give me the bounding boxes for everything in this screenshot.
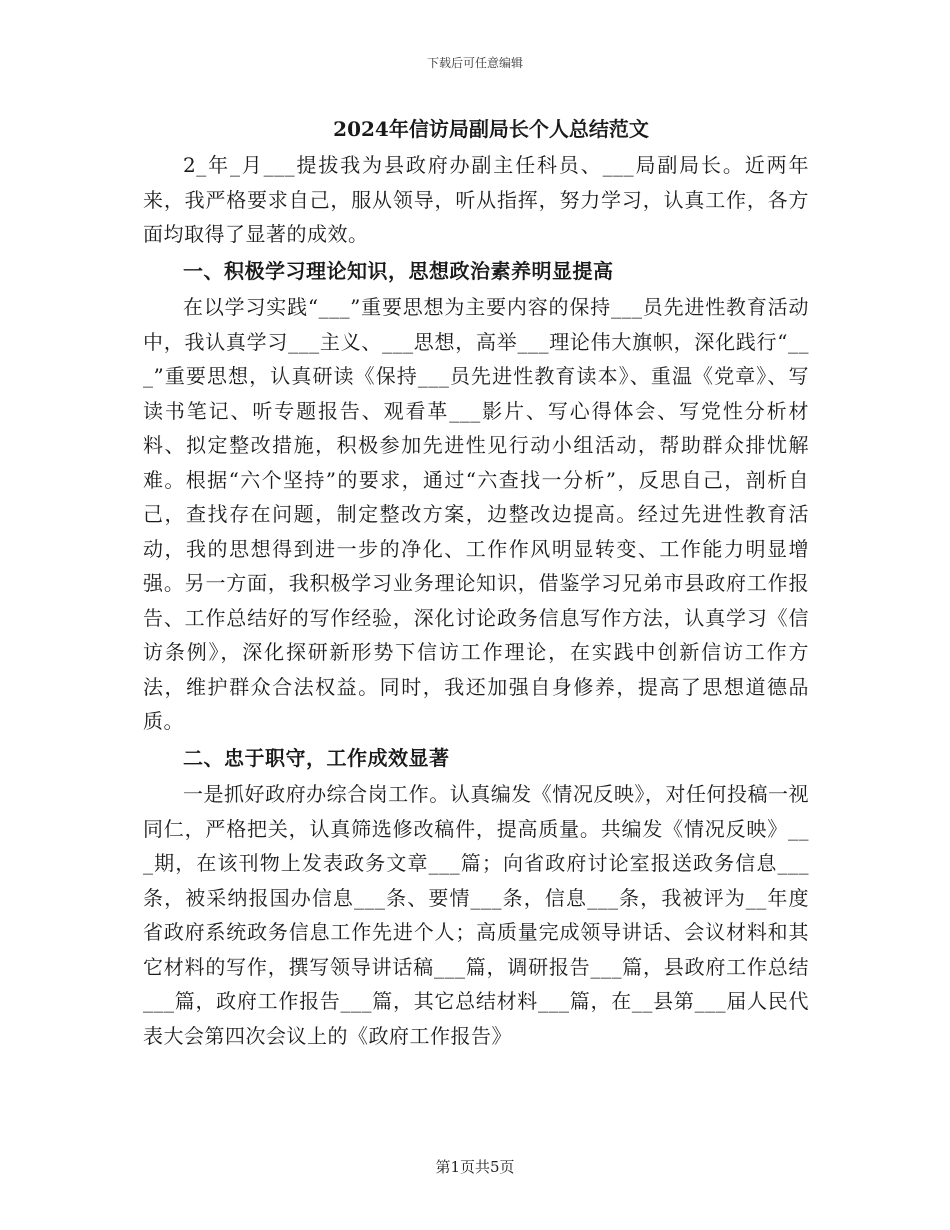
section-1-heading: 一、积极学习理论知识，思想政治素养明显提高 xyxy=(183,258,614,283)
page-number: 第1页共5页 xyxy=(435,1158,515,1176)
document-title: 2024年信访局副局长个人总结范文 xyxy=(333,117,649,141)
intro-paragraph: 2_年_月___提拔我为县政府办副主任科员、___局副局长。近两年来，我严格要求自己，服从领导，听从指挥，努力学习，认真工作，各方面均取得了显著的成效。 xyxy=(143,153,809,246)
section-1-paragraph: 在以学习实践“___”重要思想为主要内容的保持___员先进性教育活动中，我认真学习___主义、___思想，高举___理论伟大旗帜，深化践行“___”重要思想，认真研读《保持___员先进性教育读本》、重温《党章》、写读书笔记、听专题报告、观看革___影片、写心得体会、写党性分析材料、拟定整改措施，积极参加先进性见行动小组活动，帮助群众排忧解难。根据“六个坚持”的要求，通过“六查找一分析”，反思自己，剖析自己，查找存在问题，制定整改方案，边整改边提高。经过先进性教育活动，我的思想得到进一步的净化、工作作风明显转变、工作能力明显增强。另一方面，我积极学习业务理论知识，借鉴学习兄弟市县政府工作报告、工作总结好的写作经验，深化讨论政务信息写作方法，认真学习《信访条例》，深化探研新形势下信访工作理论，在实践中创新信访工作方法，维护群众合法权益。同时，我还加强自身修养，提高了思想道德品质。 xyxy=(143,295,809,733)
page-header-note: 下载后可任意编辑 xyxy=(426,56,523,70)
section-2-heading: 二、忠于职守，工作成效显著 xyxy=(183,745,450,770)
document-body xyxy=(143,112,809,1053)
section-2-paragraph: 一是抓好政府办综合岗工作。认真编发《情况反映》，对任何投稿一视同仁，严格把关，认真筛选修改稿件，提高质量。共编发《情况反映》___期，在该刊物上发表政务文章___篇；向省政府讨论室报送政务信息___条，被采纳报国办信息___条、要情___条，信息___条，我被评为__年度省政府系统政务信息工作先进个人；高质量完成领导讲话、会议材料和其它材料的写作，撰写领导讲话稿___篇，调研报告___篇，县政府工作总结___篇，政府工作报告___篇，其它总结材料___篇，在__县第___届人民代表大会第四次会议上的《政府工作报告》 xyxy=(143,782,809,1048)
